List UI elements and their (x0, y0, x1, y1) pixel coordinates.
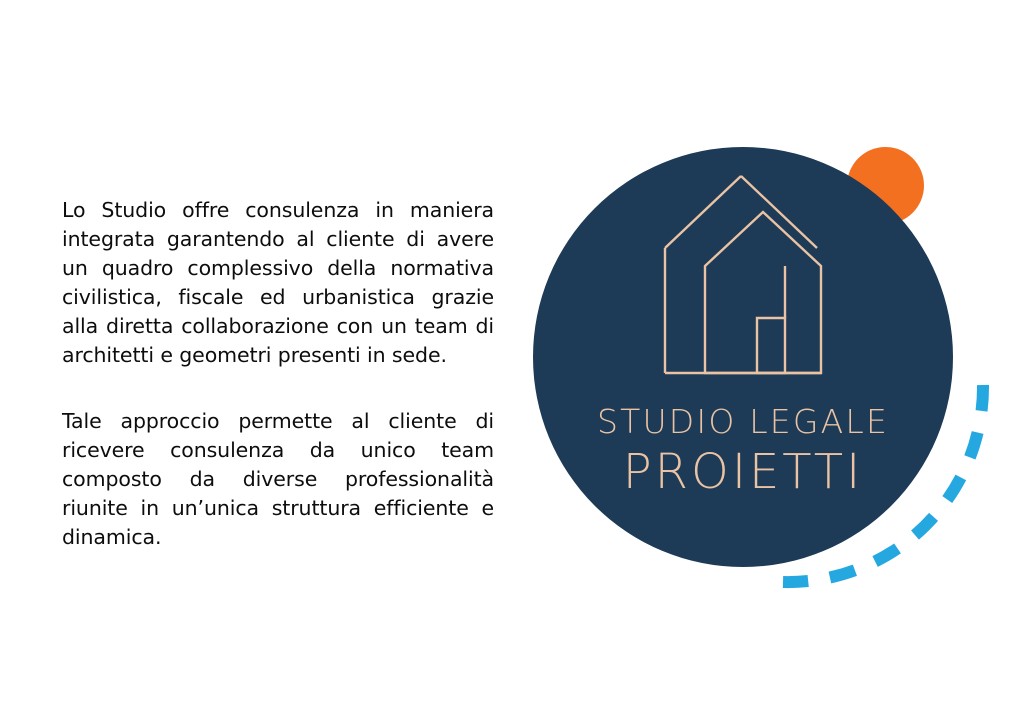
logo-line-2: PROIETTI (622, 444, 864, 500)
house-outline-icon (653, 168, 843, 393)
paragraph-1: Lo Studio offre consulenza in maniera integrata garantendo al cliente di avere un quadro complessivo della normativa civilistica, fiscale ed urbanistica grazie alla diretta collaborazione con un team di architetti e geometri presenti in sede. (62, 198, 494, 367)
logo-line-1: STUDIO LEGALE (596, 402, 890, 441)
logo-wordmark (533, 402, 953, 500)
paragraph-2: Tale approccio permette al cliente di ricevere consulenza da unico team composto da diverse professionalità riunite in un’unica struttura efficiente e dinamica. (62, 409, 494, 549)
logo-lockup (520, 130, 990, 610)
body-text-column (62, 196, 494, 552)
